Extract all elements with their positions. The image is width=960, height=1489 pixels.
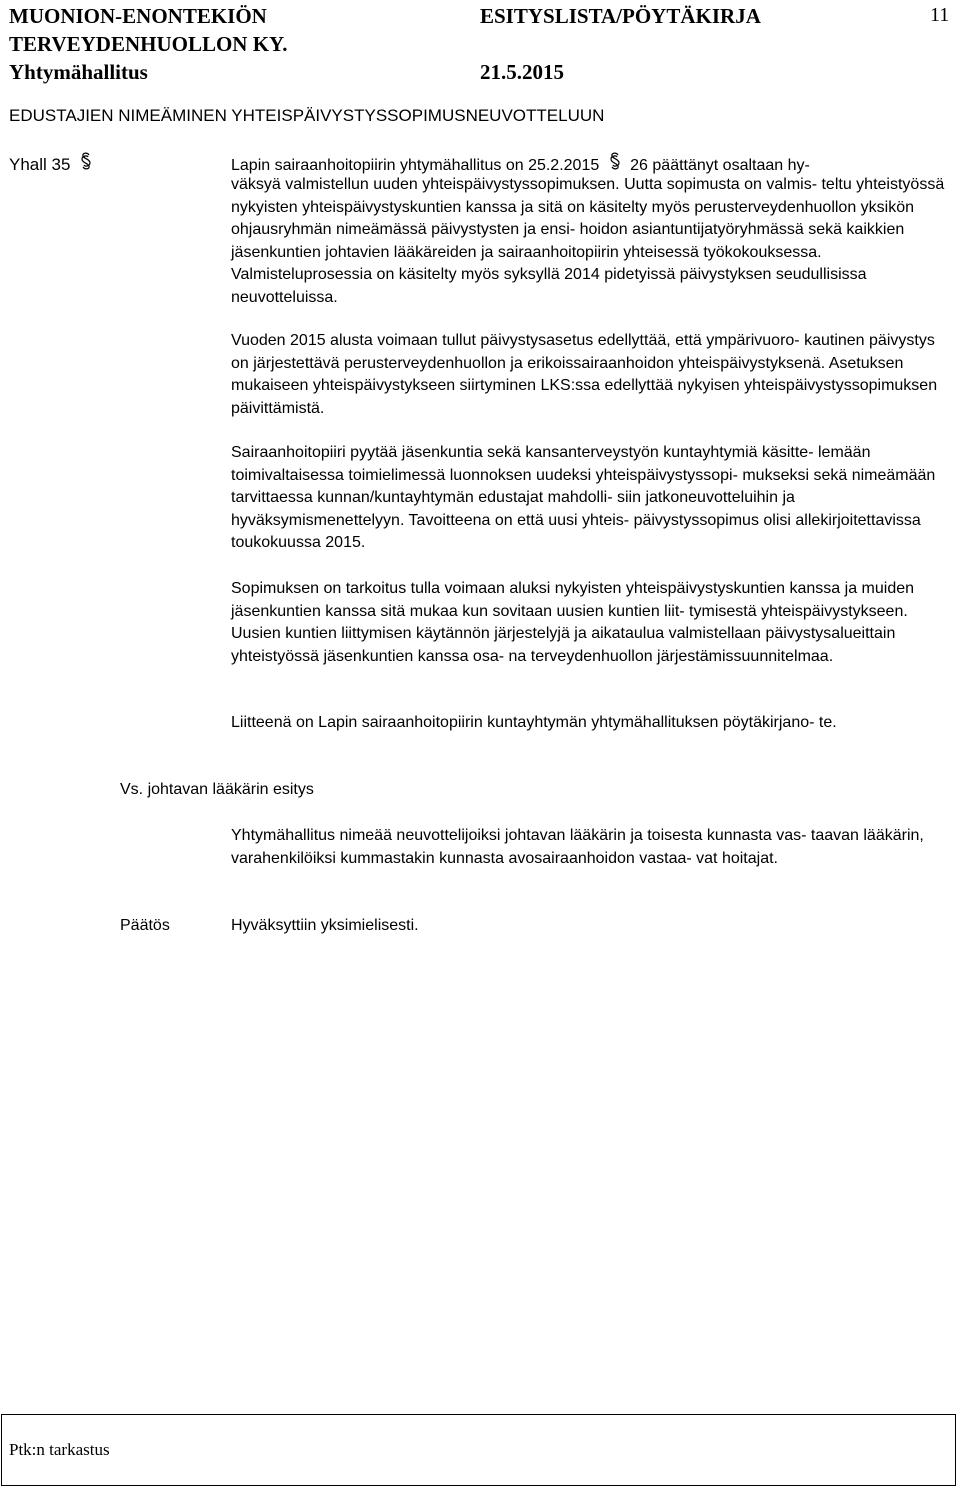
org-name-line1: MUONION-ENONTEKIÖN bbox=[9, 4, 267, 28]
minutes-check-label: Ptk:n tarkastus bbox=[9, 1440, 110, 1459]
item-ref-label: Yhall 35 bbox=[9, 155, 71, 174]
section-sign-icon bbox=[608, 152, 622, 170]
proposal-line: Yhtymähallitus nimeää neuvottelijoiksi johtavan lääkärin ja toisesta kunnasta vas- bbox=[231, 827, 807, 844]
paragraph-line: lemään toimivaltaisessa toimielimessä luonnoksen uudeksi yhteispäivystyssopi- bbox=[231, 444, 871, 484]
paragraph-line: na terveydenhuollon järjestämissuunnitelmaa. bbox=[508, 647, 834, 665]
paragraph-line: ja sairaanhoitopiirin yhteisessä työkokouksessa. Valmisteluprosessia on käsitelty bbox=[231, 243, 822, 284]
paragraph-line: väksyä valmistellun uuden yhteispäivystyssopimuksen. Uutta sopimusta on valmis- bbox=[231, 176, 818, 193]
paragraph-line: teltu yhteistyössä nykyisten yhteispäivystyskuntien kanssa ja sitä on käsitelty myös bbox=[231, 176, 945, 216]
paragraph-line: perusterveydenhuollon yksikön ohjausryhmän nimeämässä päivystysten ja ensi- bbox=[231, 198, 915, 239]
paragraph-line: hoidon asiantuntijatyöryhmässä sekä kaikkien jäsenkuntien johtavien lääkäreiden bbox=[231, 221, 905, 261]
paragraph-line: Sopimuksen on tarkoitus tulla voimaan aluksi nykyisten yhteispäivystyskuntien bbox=[231, 580, 786, 597]
paragraph-line: te. bbox=[818, 714, 837, 731]
paragraph-3 bbox=[231, 442, 946, 555]
section-sign-icon bbox=[79, 152, 93, 170]
proposal-text bbox=[231, 825, 946, 870]
paragraph-line: Sairaanhoitopiiri pyytää jäsenkuntia sekä kansanterveystyön kuntayhtymiä käsitte- bbox=[231, 444, 814, 461]
proposal-line: vat hoitajat. bbox=[696, 849, 778, 867]
paragraph-line: Liitteenä on Lapin sairaanhoitopiirin kuntayhtymän yhtymähallituksen pöytäkirjano- bbox=[231, 714, 815, 731]
org-name-line2: TERVEYDENHUOLLON KY. bbox=[9, 32, 288, 56]
paragraph-2 bbox=[231, 330, 946, 420]
page-number: 11 bbox=[930, 4, 950, 26]
decision-text: Hyväksyttiin yksimielisesti. bbox=[231, 917, 419, 934]
paragraph-line: päivystyssopimus olisi allekirjoitettavissa toukokuussa 2015. bbox=[231, 511, 921, 552]
intro-text-part2: 26 päättänyt osaltaan hy- bbox=[630, 157, 810, 174]
paragraph-1 bbox=[231, 174, 946, 310]
paragraph-line: myös syksyllä 2014 pidetyissä päivystyksen seudullisissa neuvotteluissa. bbox=[231, 266, 867, 306]
paragraph-line: kautinen päivystys on järjestettävä perusterveydenhuollon ja erikoissairaanhoidon bbox=[231, 332, 935, 372]
item-reference bbox=[9, 152, 93, 177]
proposal-label: Vs. johtavan lääkärin esitys bbox=[120, 781, 314, 798]
meeting-date: 21.5.2015 bbox=[480, 60, 564, 84]
section-title: EDUSTAJIEN NIMEÄMINEN YHTEISPÄIVYSTYSSOPIMUSNEUVOTTELUUN bbox=[9, 106, 605, 125]
paragraph-line: mukseksi sekä nimeämään tarvittaessa kunnan/kuntayhtymän edustajat mahdolli- bbox=[231, 466, 936, 507]
intro-text-part1: Lapin sairaanhoitopiirin yhtymähallitus on 25.2.2015 bbox=[231, 157, 600, 174]
decision-label: Päätös bbox=[120, 917, 170, 934]
document-type: ESITYSLISTA/PÖYTÄKIRJA bbox=[480, 4, 761, 28]
paragraph-line: kanssa ja muiden jäsenkuntien kanssa sitä mukaa kun sovitaan uusien kuntien liit- bbox=[231, 580, 915, 620]
paragraph-line: siin jatkoneuvotteluihin ja hyväksymismenettelyyn. Tavoitteena on että uusi yhteis- bbox=[231, 489, 795, 529]
paragraph-line: yhteispäivystyksenä. Asetuksen mukaiseen yhteispäivystykseen siirtyminen bbox=[231, 354, 904, 395]
paragraph-line: LKS:ssa edellyttää nykyisen yhteispäivystyssopimuksen päivittämistä. bbox=[231, 377, 938, 417]
paragraph-line: aikataulua valmistellaan päivystysalueittain yhteistyössä jäsenkuntien kanssa osa- bbox=[231, 625, 896, 665]
paragraph-4 bbox=[231, 578, 946, 668]
attachment-paragraph bbox=[231, 712, 946, 735]
governing-body: Yhtymähallitus bbox=[9, 60, 148, 84]
paragraph-line: Vuoden 2015 alusta voimaan tullut päivystysasetus edellyttää, että ympärivuoro- bbox=[231, 332, 800, 349]
paragraph-line: tymisestä yhteispäivystykseen. Uusien kuntien liittymisen käytännön järjestelyjä ja bbox=[231, 602, 908, 643]
minutes-check-box bbox=[1, 1414, 956, 1486]
proposal-line: taavan lääkärin, varahenkilöiksi kummastakin kunnasta avosairaanhoidon vastaa- bbox=[231, 827, 924, 867]
